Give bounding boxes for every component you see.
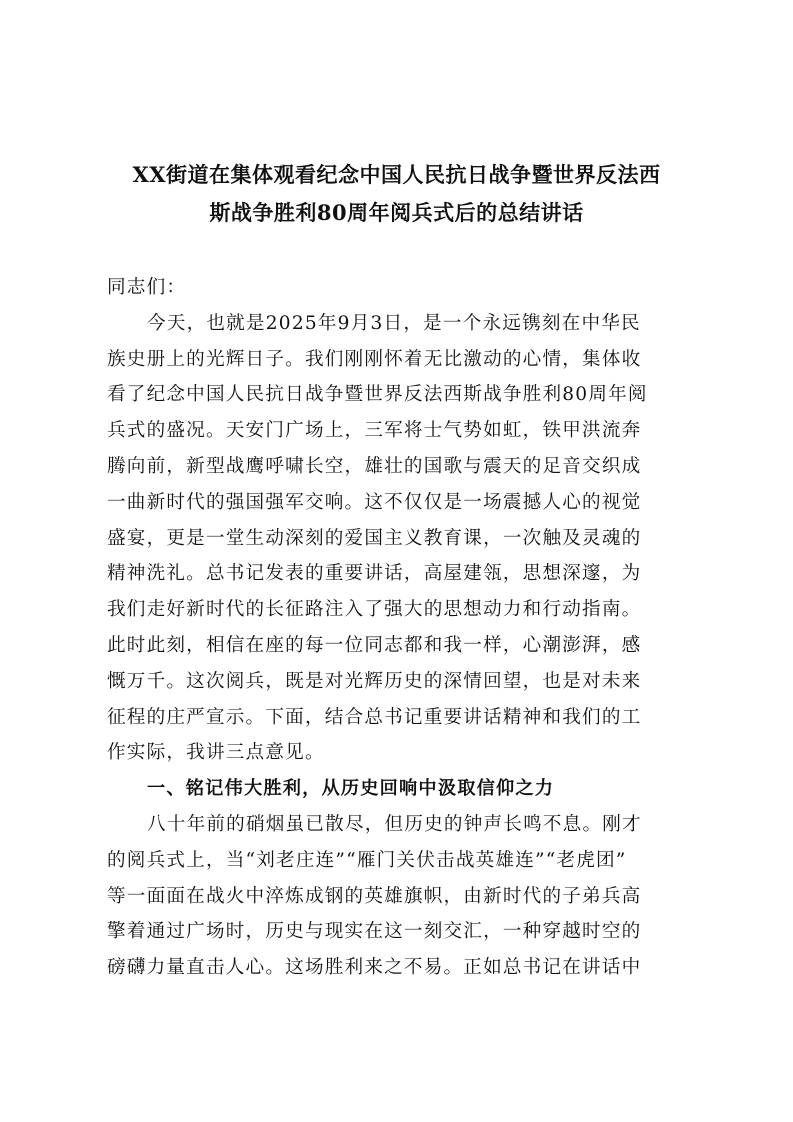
paragraph-line: 精神洗礼。总书记发表的重要讲话，高屋建瓴，思想深邃，为 [107,563,642,585]
paragraph-line: 此时此刻，相信在座的每一位同志都和我一样，心潮澎湃，感 [107,634,642,656]
paragraph-line: 八十年前的硝烟虽已散尽，但历史的钟声长鸣不息。刚才 [147,813,642,835]
paragraph-line: 的阅兵式上，当“刘老庄连”“雁门关伏击战英雄连”“老虎团” [107,849,627,871]
document-body [107,270,691,986]
paragraph-line: 盛宴，更是一堂生动深刻的爱国主义教育课，一次触及灵魂的 [107,527,642,549]
paragraph-line: 我们走好新时代的长征路注入了强大的思想动力和行动指南。 [107,599,642,621]
paragraph-line: 等一面面在战火中淬炼成钢的英雄旗帜，由新时代的子弟兵高 [107,885,642,907]
title-line: XX街道在集体观看纪念中国人民抗日战争暨世界反法西 [132,162,661,187]
paragraph-line: 擎着通过广场时，历史与现实在这一刻交汇，一种穿越时空的 [107,921,642,943]
document-title [95,156,698,232]
paragraph-line: 兵式的盛况。天安门广场上，三军将士气势如虹，铁甲洪流奔 [107,420,642,442]
paragraph-line: 一曲新时代的强国强军交响。这不仅仅是一场震撼人心的视觉 [107,491,642,513]
title-line: 斯战争胜利80周年阅兵式后的总结讲话 [209,200,584,225]
paragraph-line: 看了纪念中国人民抗日战争暨世界反法西斯战争胜利80周年阅 [107,384,648,406]
paragraph-line: 今天，也就是2025年9月3日，是一个永远镌刻在中华民 [147,312,641,334]
paragraph-line: 作实际，我讲三点意见。 [107,742,325,764]
salutation: 同志们： [107,277,187,298]
paragraph-line: 征程的庄严宣示。下面，结合总书记重要讲话精神和我们的工 [107,706,642,728]
paragraph-line: 慨万千。这次阅兵，既是对光辉历史的深情回望，也是对未来 [107,670,642,692]
paragraph-line: 族史册上的光辉日子。我们刚刚怀着无比激动的心情，集体收 [107,348,642,370]
section-heading: 一、铭记伟大胜利，从历史回响中汲取信仰之力 [147,778,555,800]
paragraph-line: 腾向前，新型战鹰呼啸长空，雄壮的国歌与震天的足音交织成 [107,455,642,477]
paragraph-line: 磅礴力量直击人心。这场胜利来之不易。正如总书记在讲话中 [107,957,642,979]
